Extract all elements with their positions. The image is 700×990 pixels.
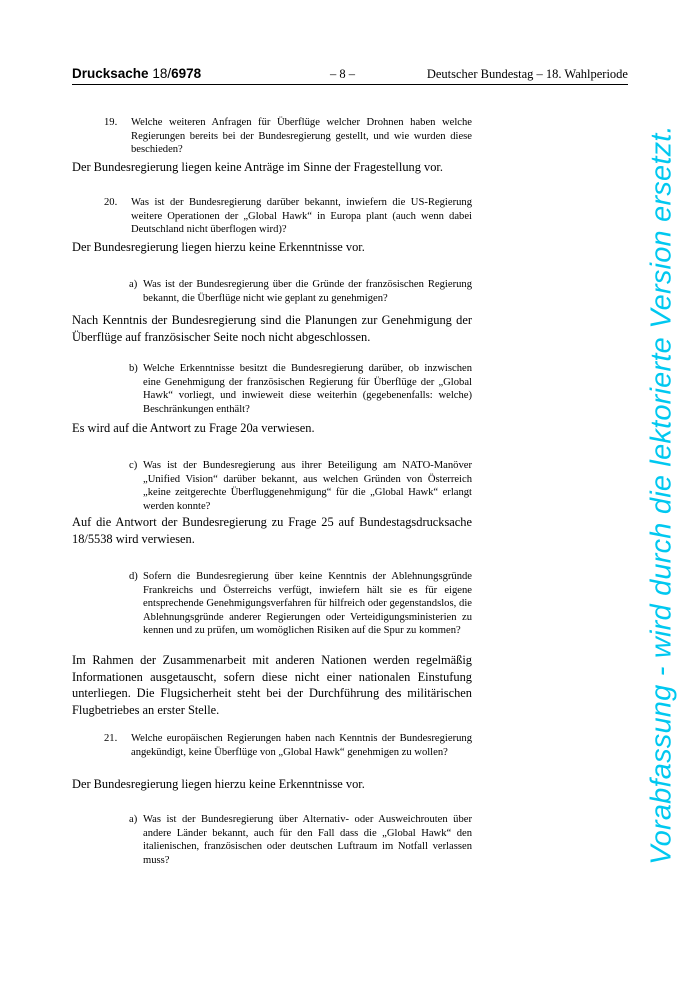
question-20d [129, 570, 472, 654]
answer-20a: Nach Kenntnis der Bundesregierung sind die Planungen zur Genehmigung der Überflüge auf französischer Seite noch nicht abgeschlossen. [72, 313, 472, 344]
answer-20: Der Bundesregierung liegen hierzu keine Erkenntnisse vor. [72, 240, 365, 254]
question-number: a) [129, 279, 138, 290]
question-number: 21. [104, 733, 118, 744]
question-number: c) [129, 460, 138, 471]
question-19 [104, 116, 472, 158]
question-text: Was ist der Bundesregierung über die Gründe der französischen Regierung bekannt, die Überflüge nicht wie geplant zu genehmigen? [143, 279, 472, 304]
question-20a [129, 278, 472, 306]
question-text: Sofern die Bundesregierung über keine Kenntnis der Ablehnungsgründe Frankreichs und Österreichs verfügt, inwiefern hält sie es für eigene entsprechende Genehmigungsverfahren für hilfreich oder gegenstandslos, die Ablehnungsgründe anderer Regierungen oder Verteidigungsministerien zu kennen und zu prüfen, um womöglichen Risiken auf die Spur zu kommen? [143, 571, 472, 637]
question-number: a) [129, 814, 138, 825]
answer-20d: Im Rahmen der Zusammenarbeit mit anderen Nationen werden regelmäßig Informationen ausgetauscht, sofern diese nicht einer nationalen Einstufung unterliegen. Die Flugsicherheit steht bei der Durchführung des militärischen Flugbetriebes an erster Stelle. [72, 653, 472, 717]
page-header [72, 66, 628, 86]
question-20 [104, 196, 472, 238]
answer-21: Der Bundesregierung liegen hierzu keine Erkenntnisse vor. [72, 777, 365, 791]
question-text: Welche weiteren Anfragen für Überflüge welcher Drohnen haben welche Regierungen bereits bei der Bundesregierung gestellt, und wie wurden diese beschieden? [131, 117, 472, 156]
question-text: Welche europäischen Regierungen haben nach Kenntnis der Bundesregierung angekündigt, keine Überflüge von „Global Hawk“ genehmigen zu wollen? [131, 733, 472, 758]
question-text: Was ist der Bundesregierung aus ihrer Beteiligung am NATO-Manöver „Unified Vision“ darüber bekannt, aus welchen Gründen von Österreich „keine zeitgerechte Überfluggenehmigung“ für die „Global Hawk“ erlangt werden konnte? [143, 460, 472, 512]
question-21a [129, 813, 472, 869]
draft-watermark: Vorabfassung - wird durch die lektorierte Version ersetzt. [645, 125, 678, 865]
question-20c [129, 459, 472, 515]
answer-20b: Es wird auf die Antwort zu Frage 20a verwiesen. [72, 421, 315, 435]
drucksache-label: Drucksache 18/6978 [72, 66, 202, 81]
question-text: Was ist der Bundesregierung darüber bekannt, inwiefern die US-Regierung weitere Operationen der „Global Hawk“ in Europa plant (auch wenn dabei Deutschland nicht überflogen wird)? [131, 197, 472, 236]
question-text: Welche Erkenntnisse besitzt die Bundesregierung darüber, ob inzwischen eine Genehmigung der französischen Regierung für Überflüge der „Global Hawk“ vorliegt, und inwieweit diese weiterhin (gegebenenfalls: welche) Beschränkungen enthält? [143, 363, 472, 415]
question-number: d) [129, 571, 138, 582]
question-20b [129, 362, 472, 418]
page-number: – 8 – [330, 67, 355, 81]
question-number: 19. [104, 117, 118, 128]
answer-19: Der Bundesregierung liegen keine Anträge im Sinne der Fragestellung vor. [72, 160, 443, 174]
question-number: b) [129, 363, 138, 374]
question-number: 20. [104, 197, 118, 208]
answer-20c: Auf die Antwort der Bundesregierung zu Frage 25 auf Bundestagsdrucksache 18/5538 wird verwiesen. [72, 515, 472, 546]
question-21 [104, 732, 472, 774]
publisher-label: Deutscher Bundestag – 18. Wahlperiode [426, 67, 628, 81]
header-rule [72, 84, 628, 85]
question-text: Was ist der Bundesregierung über Alternativ- oder Ausweichrouten über andere Länder bekannt, auch für den Fall dass die „Global Hawk“ den italienischen, französischen oder deutschen Luftraum im Notfall verlassen muss? [143, 814, 472, 866]
